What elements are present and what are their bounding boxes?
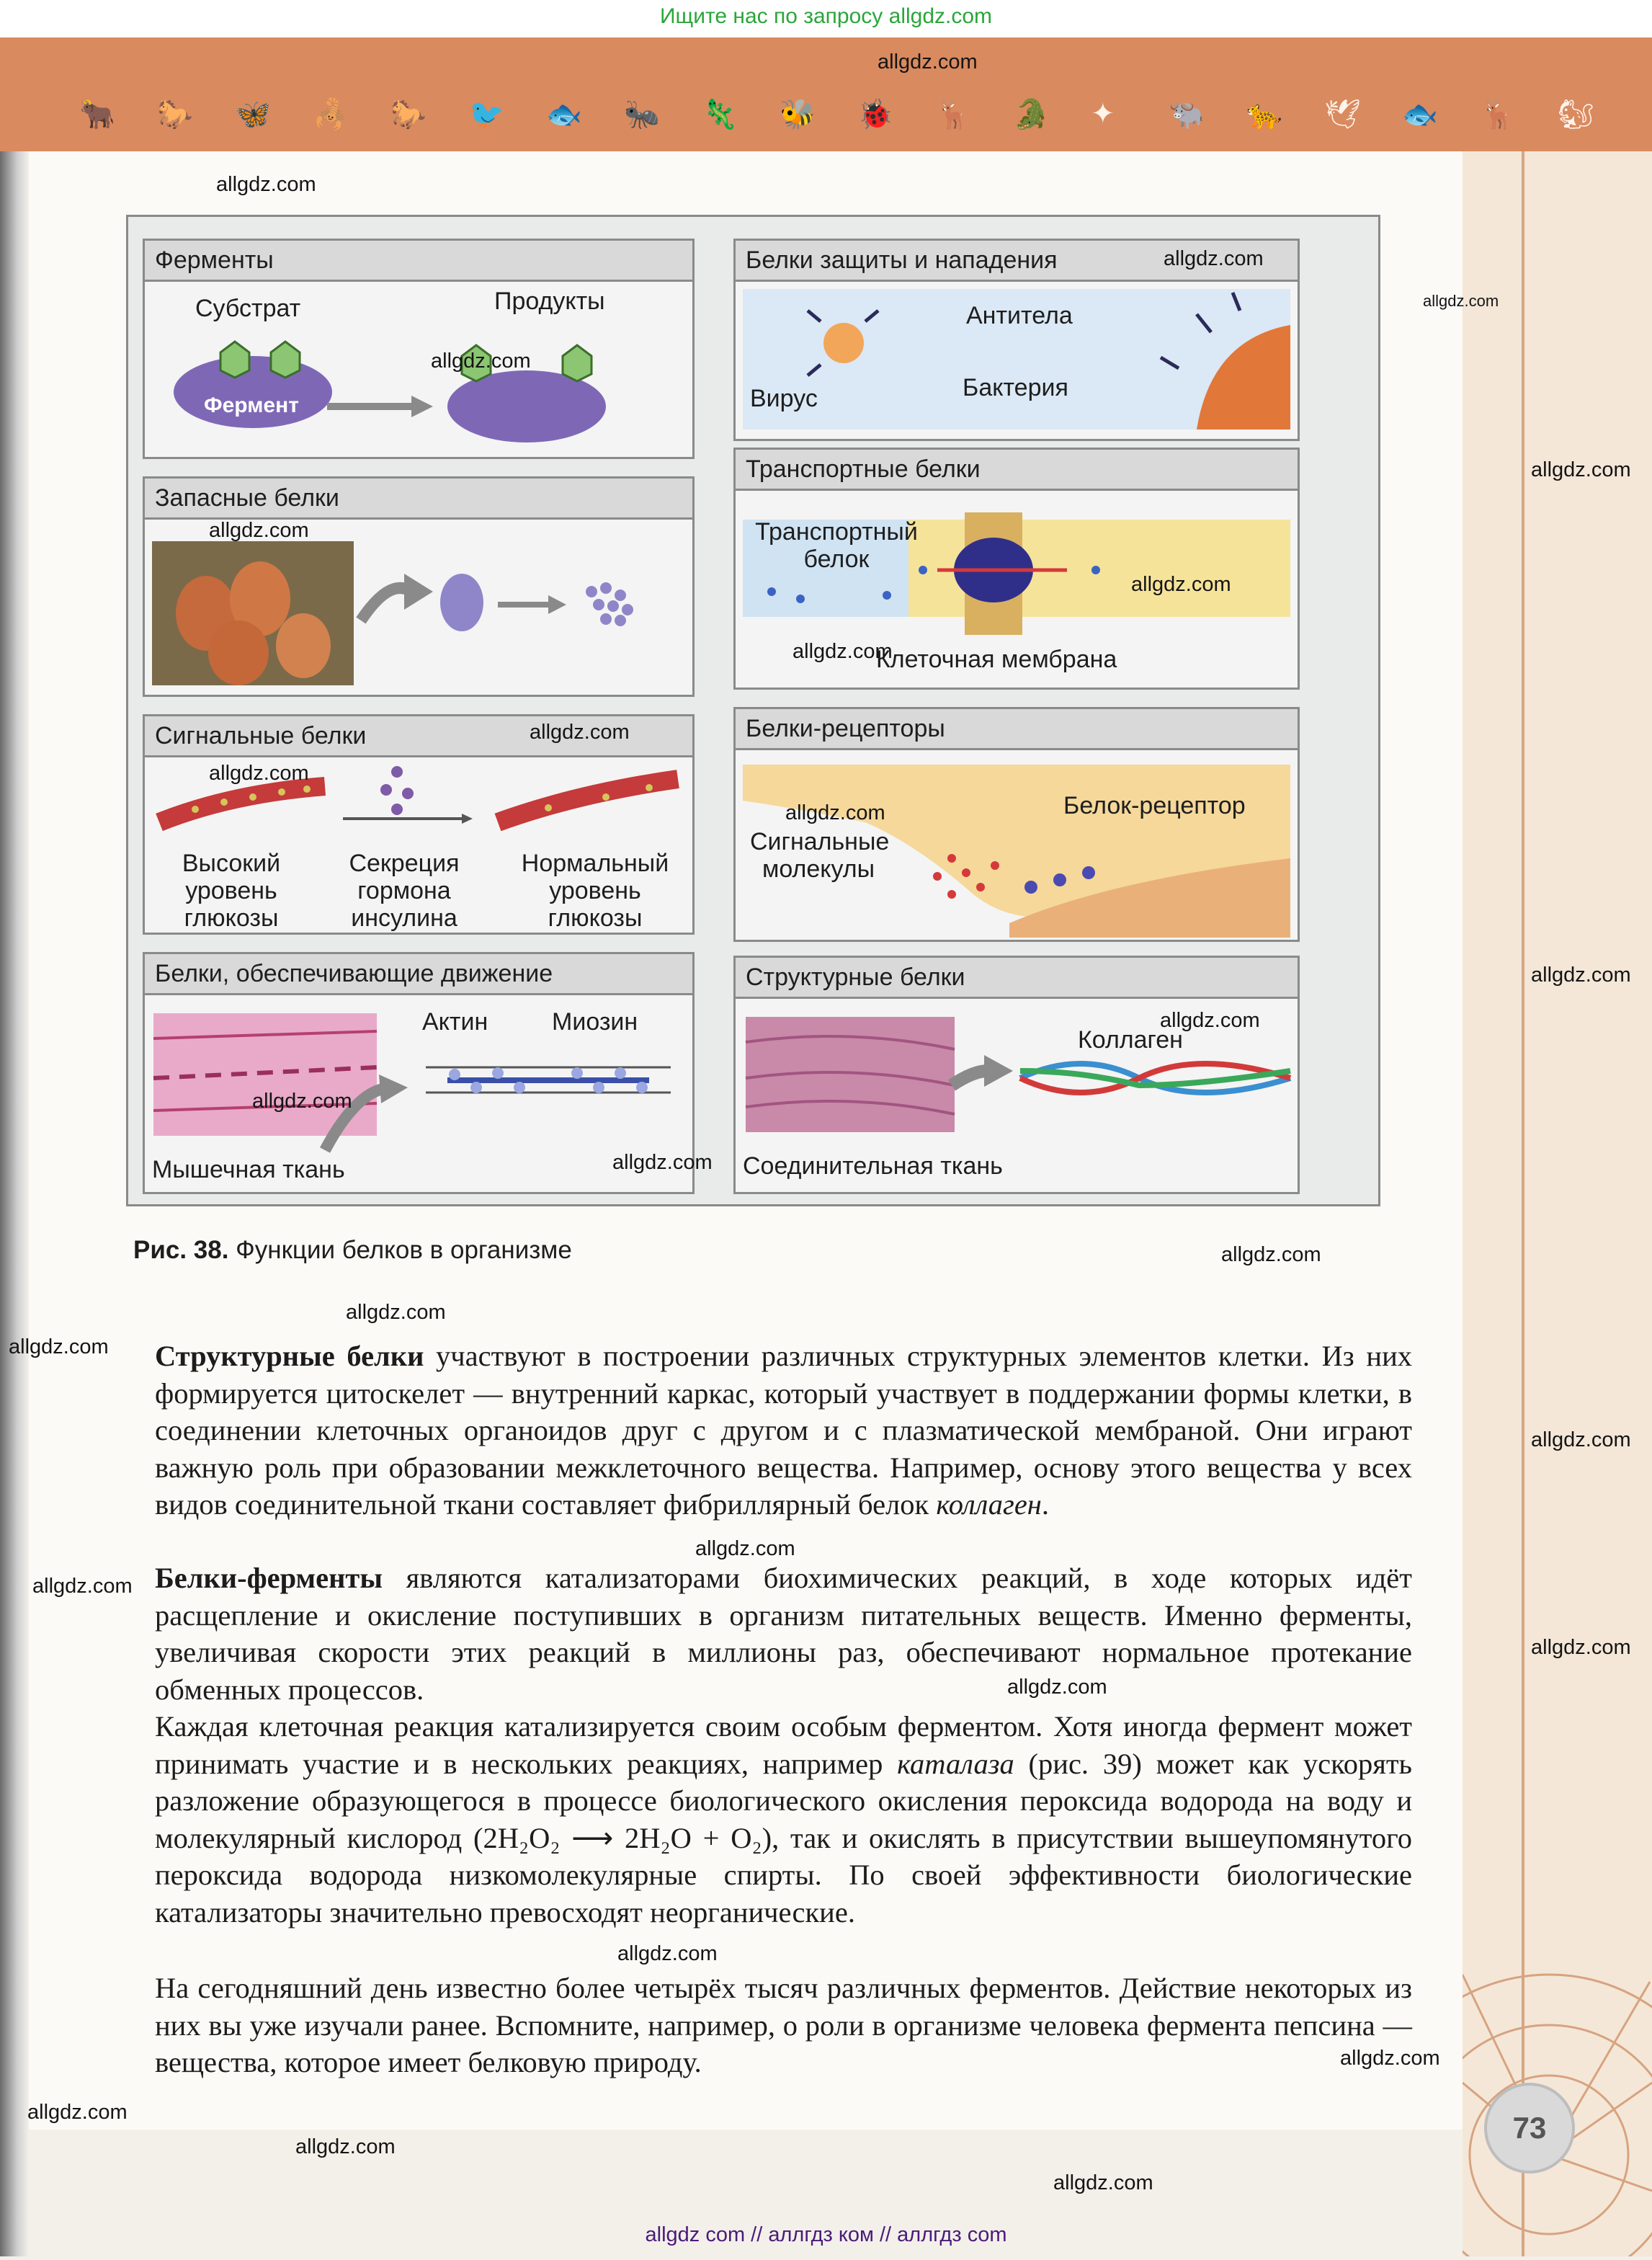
high-glucose-label: Высокий уровень глюкозы (182, 850, 281, 932)
meerkat-icon: 🐿 (1558, 99, 1594, 130)
watermark: allgdz.com (32, 1575, 133, 1598)
paragraph-catalase (155, 1708, 1412, 1931)
deer-icon: 🦌 (935, 99, 971, 130)
panel-title: Белки-рецепторы (736, 709, 1298, 750)
watermark: allgdz.com (1053, 2171, 1153, 2194)
bacterium-label: Бактерия (963, 374, 1068, 401)
paragraph-enzymes (155, 1560, 1412, 1708)
enzyme-diagram (145, 284, 692, 457)
watermark: allgdz.com (1531, 458, 1631, 481)
receptor-protein-label: Белок-рецептор (1063, 792, 1246, 819)
panel-title: Сигнальные белки (145, 716, 692, 757)
page-number: 73 (1484, 2083, 1575, 2174)
cell-membrane-label: Клеточная мембрана (876, 646, 1117, 673)
animal-band (0, 37, 1652, 151)
cheetah-icon: 🐆 (1246, 99, 1282, 130)
watermark: allgdz.com (785, 801, 885, 824)
watermark: allgdz.com (530, 721, 630, 744)
watermark: allgdz.com (1164, 247, 1264, 270)
watermark: allgdz.com (431, 350, 531, 373)
myosin-label: Миозин (552, 1008, 638, 1036)
deer-icon: 🦌 (1480, 99, 1516, 130)
protein-functions-figure (126, 215, 1380, 1206)
watermark: allgdz.com (1340, 2047, 1440, 2070)
watermark: allgdz.com (1423, 292, 1499, 310)
panel-title: Транспортные белки (736, 450, 1298, 491)
horse-icon: 🐎 (390, 99, 427, 130)
swallow-icon: 🕊 (1324, 99, 1361, 130)
watermark: allgdz.com (1160, 1009, 1260, 1032)
caption-text: Функции белков в организме (236, 1236, 572, 1264)
antibodies-label: Антитела (966, 302, 1073, 329)
signal-molecules-label: Сигнальные молекулы (750, 828, 890, 883)
panel-title: Белки, обеспечивающие движение (145, 954, 692, 995)
connective-tissue-label: Соединительная ткань (743, 1152, 1003, 1180)
watermark: allgdz.com (346, 1301, 446, 1324)
term-collagen: коллаген (936, 1488, 1042, 1521)
watermark: allgdz.com (792, 640, 893, 663)
caption-label: Рис. 38. (133, 1236, 229, 1264)
lizard-icon: 🦎 (702, 99, 738, 130)
paragraph-pepsin: На сегодняшний день известно более четырёх тысяч различных ферментов. Действие некоторых из них вы уже изучали ранее. Вспомните, например, о роли в организме человека фермента пепсина — вещества, которое имеет белковую природу. (155, 1972, 1412, 2078)
buffalo-icon: 🐃 (1169, 99, 1205, 130)
butterfly-icon: 🦋 (235, 99, 271, 130)
watermark: allgdz.com (209, 519, 309, 542)
term-catalase: каталаза (897, 1747, 1014, 1780)
watermark: allgdz.com (617, 1942, 718, 1965)
fish-icon: 🐟 (546, 99, 582, 130)
panel-title: Запасные белки (145, 479, 692, 520)
margin-line (1522, 151, 1524, 2256)
substrate-label: Субстрат (195, 295, 301, 322)
transport-protein-label: Транспортный белок (755, 518, 918, 573)
watermark: allgdz.com (1131, 573, 1231, 596)
watermark: allgdz.com (252, 1090, 352, 1113)
term-enzyme-proteins: Белки-ферменты (155, 1562, 383, 1594)
paragraph-text: (рис. 39) может как ускорять разложение образующегося в процессе биологического окисления пероксида водорода на воду и молекулярный кислород (2H₂O₂ ⟶ 2H₂O + O₂), так и окислять в присутствии вышеупомянутого пероксида водорода низкомолекулярные спирты. По своей эффективности биологические катализаторы значительно превосходят неорганические. (155, 1747, 1412, 1928)
watermark: allgdz.com (695, 1537, 795, 1560)
products-label: Продукты (494, 288, 605, 315)
paragraph-text: являются катализаторами биохимических реакций, в ходе которых идёт расщепление и окисление поступивших в организм питательных веществ. Именно ферменты, увеличивая скорости этих реакций в миллионы раз, обеспечивают нормальное протекание обменных процессов. (155, 1562, 1412, 1706)
watermark: allgdz.com (1221, 1243, 1321, 1266)
watermark: allgdz.com (27, 2101, 128, 2124)
crocodile-icon: 🐊 (1013, 99, 1049, 130)
watermark: allgdz.com (1531, 1636, 1631, 1659)
panel-storage (143, 476, 695, 697)
bird-icon: 🐦 (468, 99, 504, 130)
panel-title: Структурные белки (736, 958, 1298, 999)
normal-glucose-label: Нормальный уровень глюкозы (521, 850, 669, 932)
beetle-icon: 🐞 (857, 99, 893, 130)
wasp-icon: 🐝 (780, 99, 816, 130)
ant-icon: 🐜 (624, 99, 660, 130)
panel-enzymes (143, 239, 695, 459)
fish-icon: 🐟 (1402, 99, 1438, 130)
footer-links[interactable]: allgdz com // аллгдз ком // аллгдз com (645, 2223, 1007, 2246)
book-spine-shadow (0, 37, 29, 2256)
actin-label: Актин (422, 1008, 488, 1036)
panel-title: Белки защиты и нападения (736, 241, 1298, 282)
dragonfly-icon: ✦ (1091, 98, 1115, 130)
horse-icon: 🐎 (157, 99, 193, 130)
figure-caption (133, 1236, 572, 1265)
watermark: allgdz.com (878, 50, 978, 74)
enzyme-label: Фермент (204, 393, 299, 417)
paragraph-text: участвуют в построении различных структурных элементов клетки. Из них формируется цитоскелет — внутренний каркас, который участвует в поддержании формы клетки, в соединении клеточных органоидов друг с другом и с плазматической мембраной. Они играют важную роль при образовании межклеточного вещества. Например, основу этого вещества у всех видов соединительной ткани составляет фибриллярный белок (155, 1340, 1412, 1521)
collagen-label: Коллаген (1078, 1026, 1183, 1054)
watermark: allgdz.com (1531, 964, 1631, 987)
panel-title: Ферменты (145, 241, 692, 282)
panel-structural (733, 956, 1300, 1194)
virus-label: Вирус (750, 385, 818, 412)
watermark: allgdz.com (216, 173, 316, 196)
watermark: allgdz.com (1007, 1676, 1107, 1699)
term-structural-proteins: Структурные белки (155, 1340, 424, 1372)
paragraph-text: Каждая клеточная реакция катализируется своим особым ферментом. Хотя иногда фермент может принимать участие и в нескольких реакциях, например (155, 1710, 1412, 1780)
watermark: allgdz.com (9, 1335, 109, 1358)
watermark: allgdz.com (612, 1151, 713, 1174)
bull-icon: 🐂 (79, 99, 115, 130)
insulin-secretion-label: Секреция гормона инсулина (349, 850, 460, 932)
panel-signal (143, 714, 695, 935)
muscle-tissue-label: Мышечная ткань (152, 1156, 345, 1183)
paragraph-text: . (1041, 1488, 1050, 1521)
watermark: allgdz.com (295, 2135, 396, 2158)
storage-diagram (145, 520, 692, 693)
paragraph-structural (155, 1338, 1412, 1523)
search-hint-link[interactable]: Ищите нас по запросу allgdz.com (659, 4, 993, 28)
watermark: allgdz.com (1531, 1428, 1631, 1451)
scorpion-icon: 🦂 (313, 99, 349, 130)
watermark: allgdz.com (209, 762, 309, 785)
